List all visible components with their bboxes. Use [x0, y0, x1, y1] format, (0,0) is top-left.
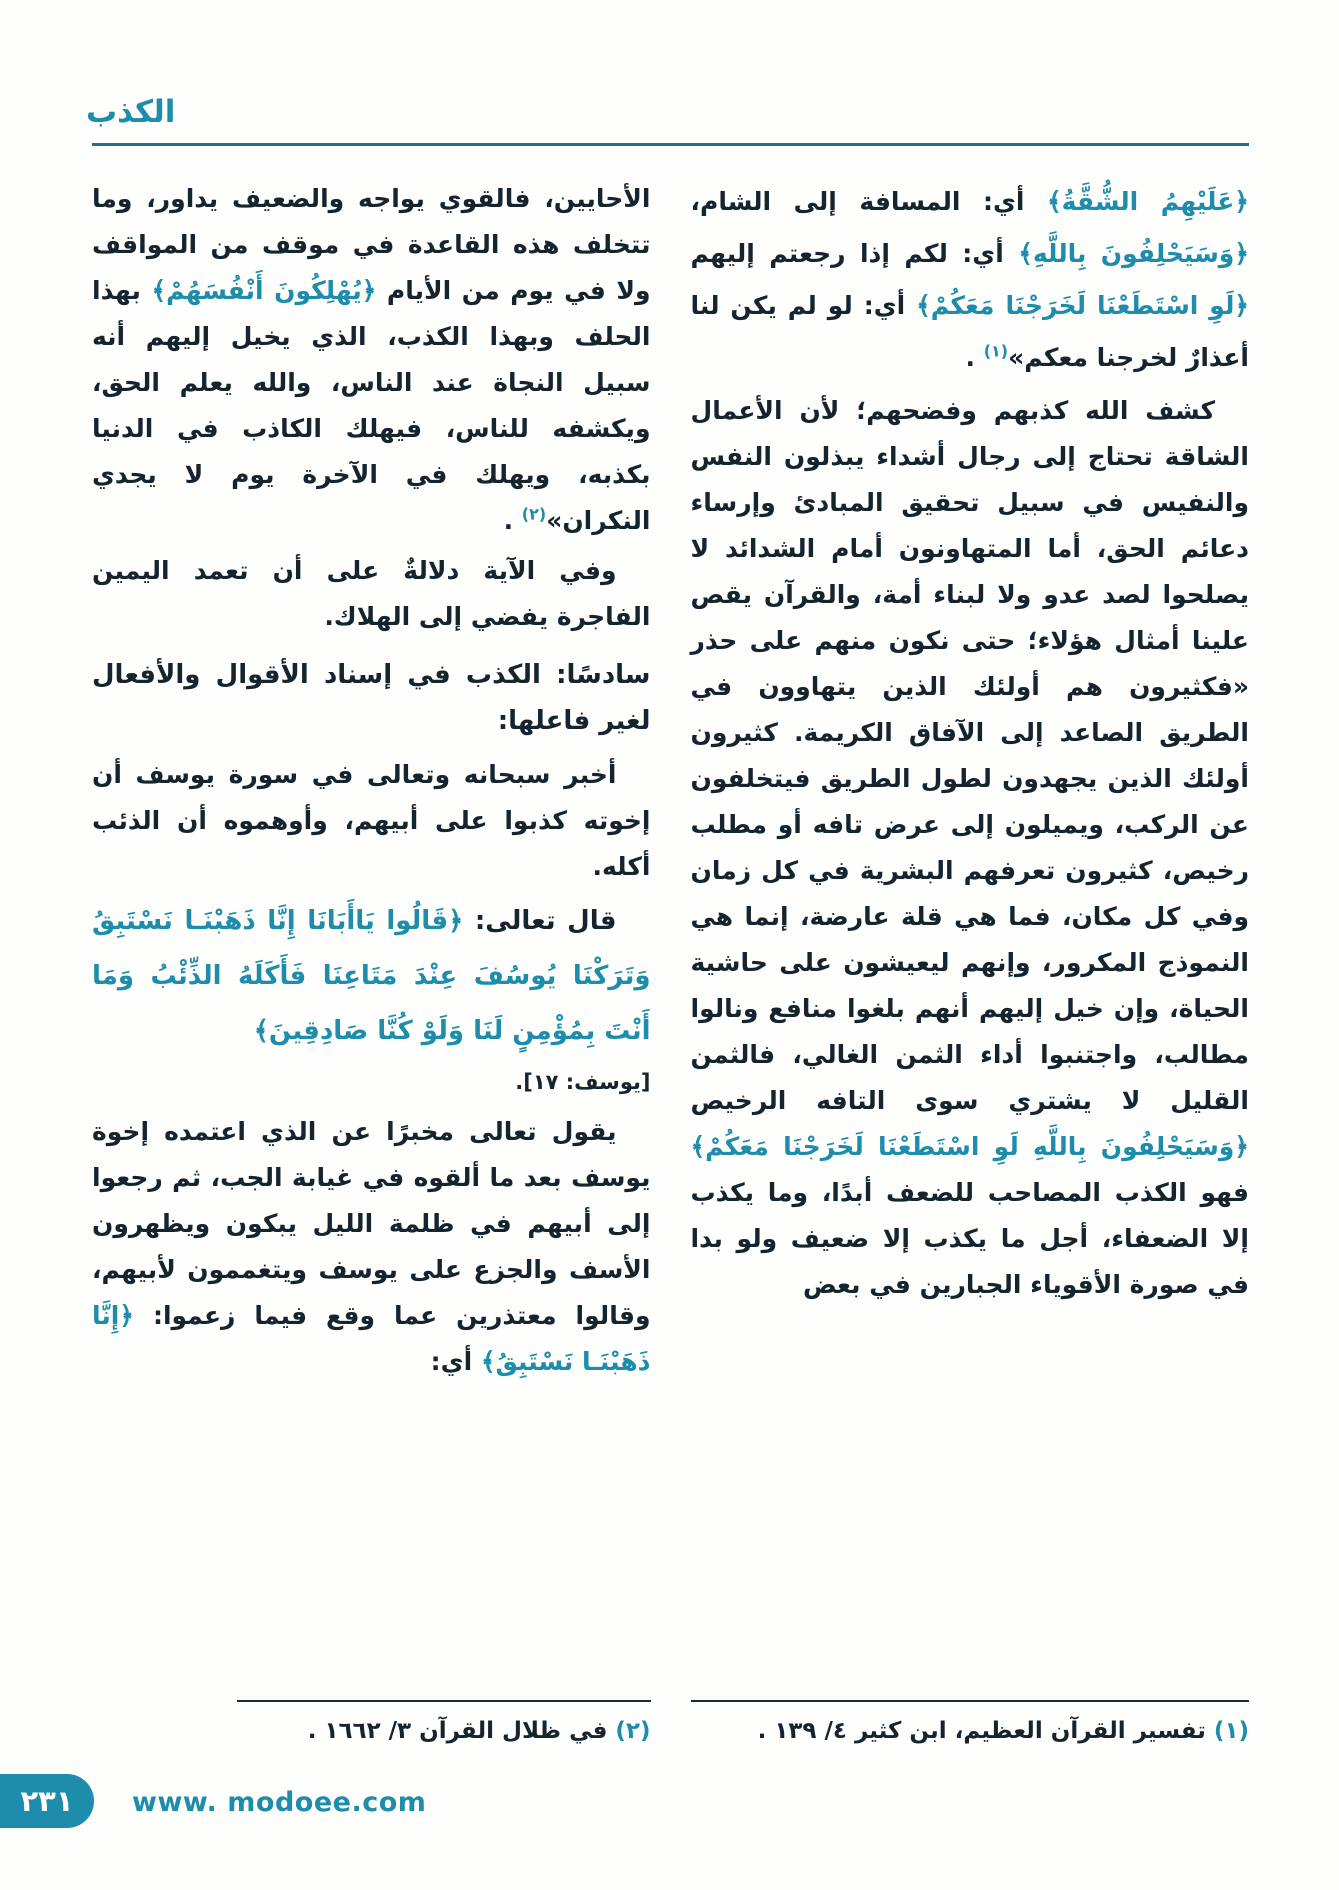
footnote-separator-right: [691, 1700, 1250, 1702]
quran-verse-text: ﴿عَلَيْهِمُ الشُّقَّةُ﴾: [1047, 187, 1249, 216]
footnote-column-right: [691, 1700, 1250, 1748]
paragraph-tafsir-verse: [691, 176, 1250, 384]
footnote-text-right: [691, 1714, 1250, 1748]
paragraph-qala-taala: [92, 894, 651, 1059]
body-text: الأحايين، فالقوي يواجه والضعيف يداور، وما تتخلف هذه القاعدة في موقف من المواقف ولا في يوم من الأيام: [92, 184, 651, 305]
body-text: أي:: [430, 1347, 481, 1376]
body-text: فهو الكذب المصاحب للضعف أبدًا، وما يكذب إلا الضعفاء، أجل ما يكذب إلا ضعيف ولو بدا في صورة الأقوياء الجبارين في بعض: [690, 1178, 1249, 1299]
footnote-number: (١): [1213, 1718, 1249, 1744]
website-text: www. modoee.com: [132, 1787, 427, 1818]
paragraph-aya-dalala: [92, 548, 651, 640]
page-number-badge: ٢٣١: [0, 1774, 94, 1828]
body-text: في ظلال القرآن ٣/ ١٦٦٢ .: [307, 1718, 616, 1744]
header-rule: [92, 143, 1249, 146]
body-text: .: [965, 343, 984, 372]
quran-verse-text: ﴿لَوِ اسْتَطَعْنَا لَخَرَجْنَا مَعَكُمْ﴾: [916, 291, 1250, 320]
footnotes-area: [92, 1700, 1249, 1748]
body-text: بهذا الحلف وبهذا الكذب، الذي يخيل إليهم أنه سبيل النجاة عند الناس، والله يعلم الحق، ويكشفه للناس، فيهلك الكاذب في الدنيا بكذبه، ويهلك في الآخرة يوم لا يجدي النكران»: [92, 276, 651, 535]
text-columns: [92, 176, 1249, 1389]
body-text: قال تعالى:: [463, 906, 617, 936]
paragraph-akhbar: [92, 752, 651, 890]
body-text: أي: لو لم يكن لنا أعذارٌ لخرجنا معكم»: [690, 291, 1249, 372]
body-text: أي: المسافة إلى الشام،: [690, 187, 1048, 216]
body-text: كشف الله كذبهم وفضحهم؛ لأن الأعمال الشاقة تحتاج إلى رجال أشداء يبذلون النفس والنفيس في سبيل تحقيق المبادئ وإرساء دعائم الحق، أما المتهاونون أمام الشدائد لا يصلحوا لصد عدو ولا لبناء أمة، والقرآن يقص علينا أمثال هؤلاء؛ حتى نكون منهم على حذر «فكثيرون هم أولئك الذين يتهاوون في الطريق الصاعد إلى الآفاق الكريمة. كثيرون أولئك الذين يجهدون لطول الطريق فيتخلفون عن الركب، ويميلون إلى عرض تافه أو مطلب رخيص، كثيرون تعرفهم البشرية في كل زمان وفي كل مكان، فما هي قلة عارضة، إنما هي النموذج المكرور، وإنهم ليعيشون على حاشية الحياة، وإن خيل إليهم أنهم بلغوا منافع ونالوا مطالب، واجتنبوا أداء الثمن الغالي، فالثمن القليل لا يشتري سوى التافه الرخيص: [690, 396, 1249, 1115]
verse-reference-text: [يوسف: ١٧].: [515, 1070, 651, 1094]
footnote-text-left: [92, 1714, 651, 1748]
footnote-column-left: [92, 1700, 651, 1748]
footnote-marker: (١): [983, 341, 1009, 361]
quran-verse-text: ﴿قَالُوا يَاأَبَانَا إِنَّا ذَهَبْنَـا نَسْتَبِقُ وَتَرَكْنَا يُوسُفَ عِنْدَ مَتَاعِنَا فَأَكَلَهُ الذِّئْبُ وَمَا أَنْتَ بِمُؤْمِنٍ لَنَا وَلَوْ كُنَّا صَادِقِينَ﴾: [92, 906, 651, 1046]
footnote-2: [92, 1714, 651, 1748]
section-heading-sadisan: [92, 652, 651, 744]
paragraph-kashf: [691, 388, 1250, 1308]
quran-verse-text: ﴿يُهْلِكُونَ أَنْفُسَهُمْ﴾: [151, 276, 377, 305]
paragraph-continuation: [92, 176, 651, 544]
heading-text: سادسًا: الكذب في إسناد الأقوال والأفعال لغير فاعلها:: [92, 660, 651, 736]
footnote-number: (٢): [615, 1718, 651, 1744]
quran-verse-text: ﴿وَسَيَحْلِفُونَ بِاللَّهِ لَوِ اسْتَطَعْنَا لَخَرَجْنَا مَعَكُمْ﴾: [690, 1132, 1249, 1161]
footnote-separator-left: [237, 1700, 650, 1702]
text-column-left: [92, 176, 651, 1389]
body-text: وفي الآية دلالةٌ على أن تعمد اليمين الفاجرة يفضي إلى الهلاك.: [92, 556, 651, 631]
footnote-1: [691, 1714, 1250, 1748]
text-column-right: [691, 176, 1250, 1389]
paragraph-yaqul-taala: [92, 1109, 651, 1385]
verse-reference: [92, 1063, 651, 1101]
quran-verse-text: ﴿إِنَّا ذَهَبْنَـا نَسْتَبِقُ﴾: [92, 1301, 651, 1376]
quran-verse-text: ﴿وَسَيَحْلِفُونَ بِاللَّهِ﴾: [1018, 239, 1249, 268]
body-text: أي: لكم إذا رجعتم إليهم: [690, 239, 1019, 268]
body-text: أخبر سبحانه وتعالى في سورة يوسف أن إخوته كذبوا على أبيهم، وأوهموه أن الذئب أكله.: [92, 760, 651, 881]
body-text: .: [503, 506, 522, 535]
page-header-title: الكذب: [86, 94, 176, 130]
body-text: يقول تعالى مخبرًا عن الذي اعتمده إخوة يوسف بعد ما ألقوه في غيابة الجب، ثم رجعوا إلى أبيهم في ظلمة الليل يبكون ويظهرون الأسف والجزع على يوسف ويتغممون لأبيهم، وقالوا معتذرين عما وقع فيما زعموا:: [92, 1117, 651, 1330]
footnote-marker: (٢): [521, 504, 547, 524]
body-text: تفسير القرآن العظيم، ابن كثير ٤/ ١٣٩ .: [757, 1718, 1214, 1744]
